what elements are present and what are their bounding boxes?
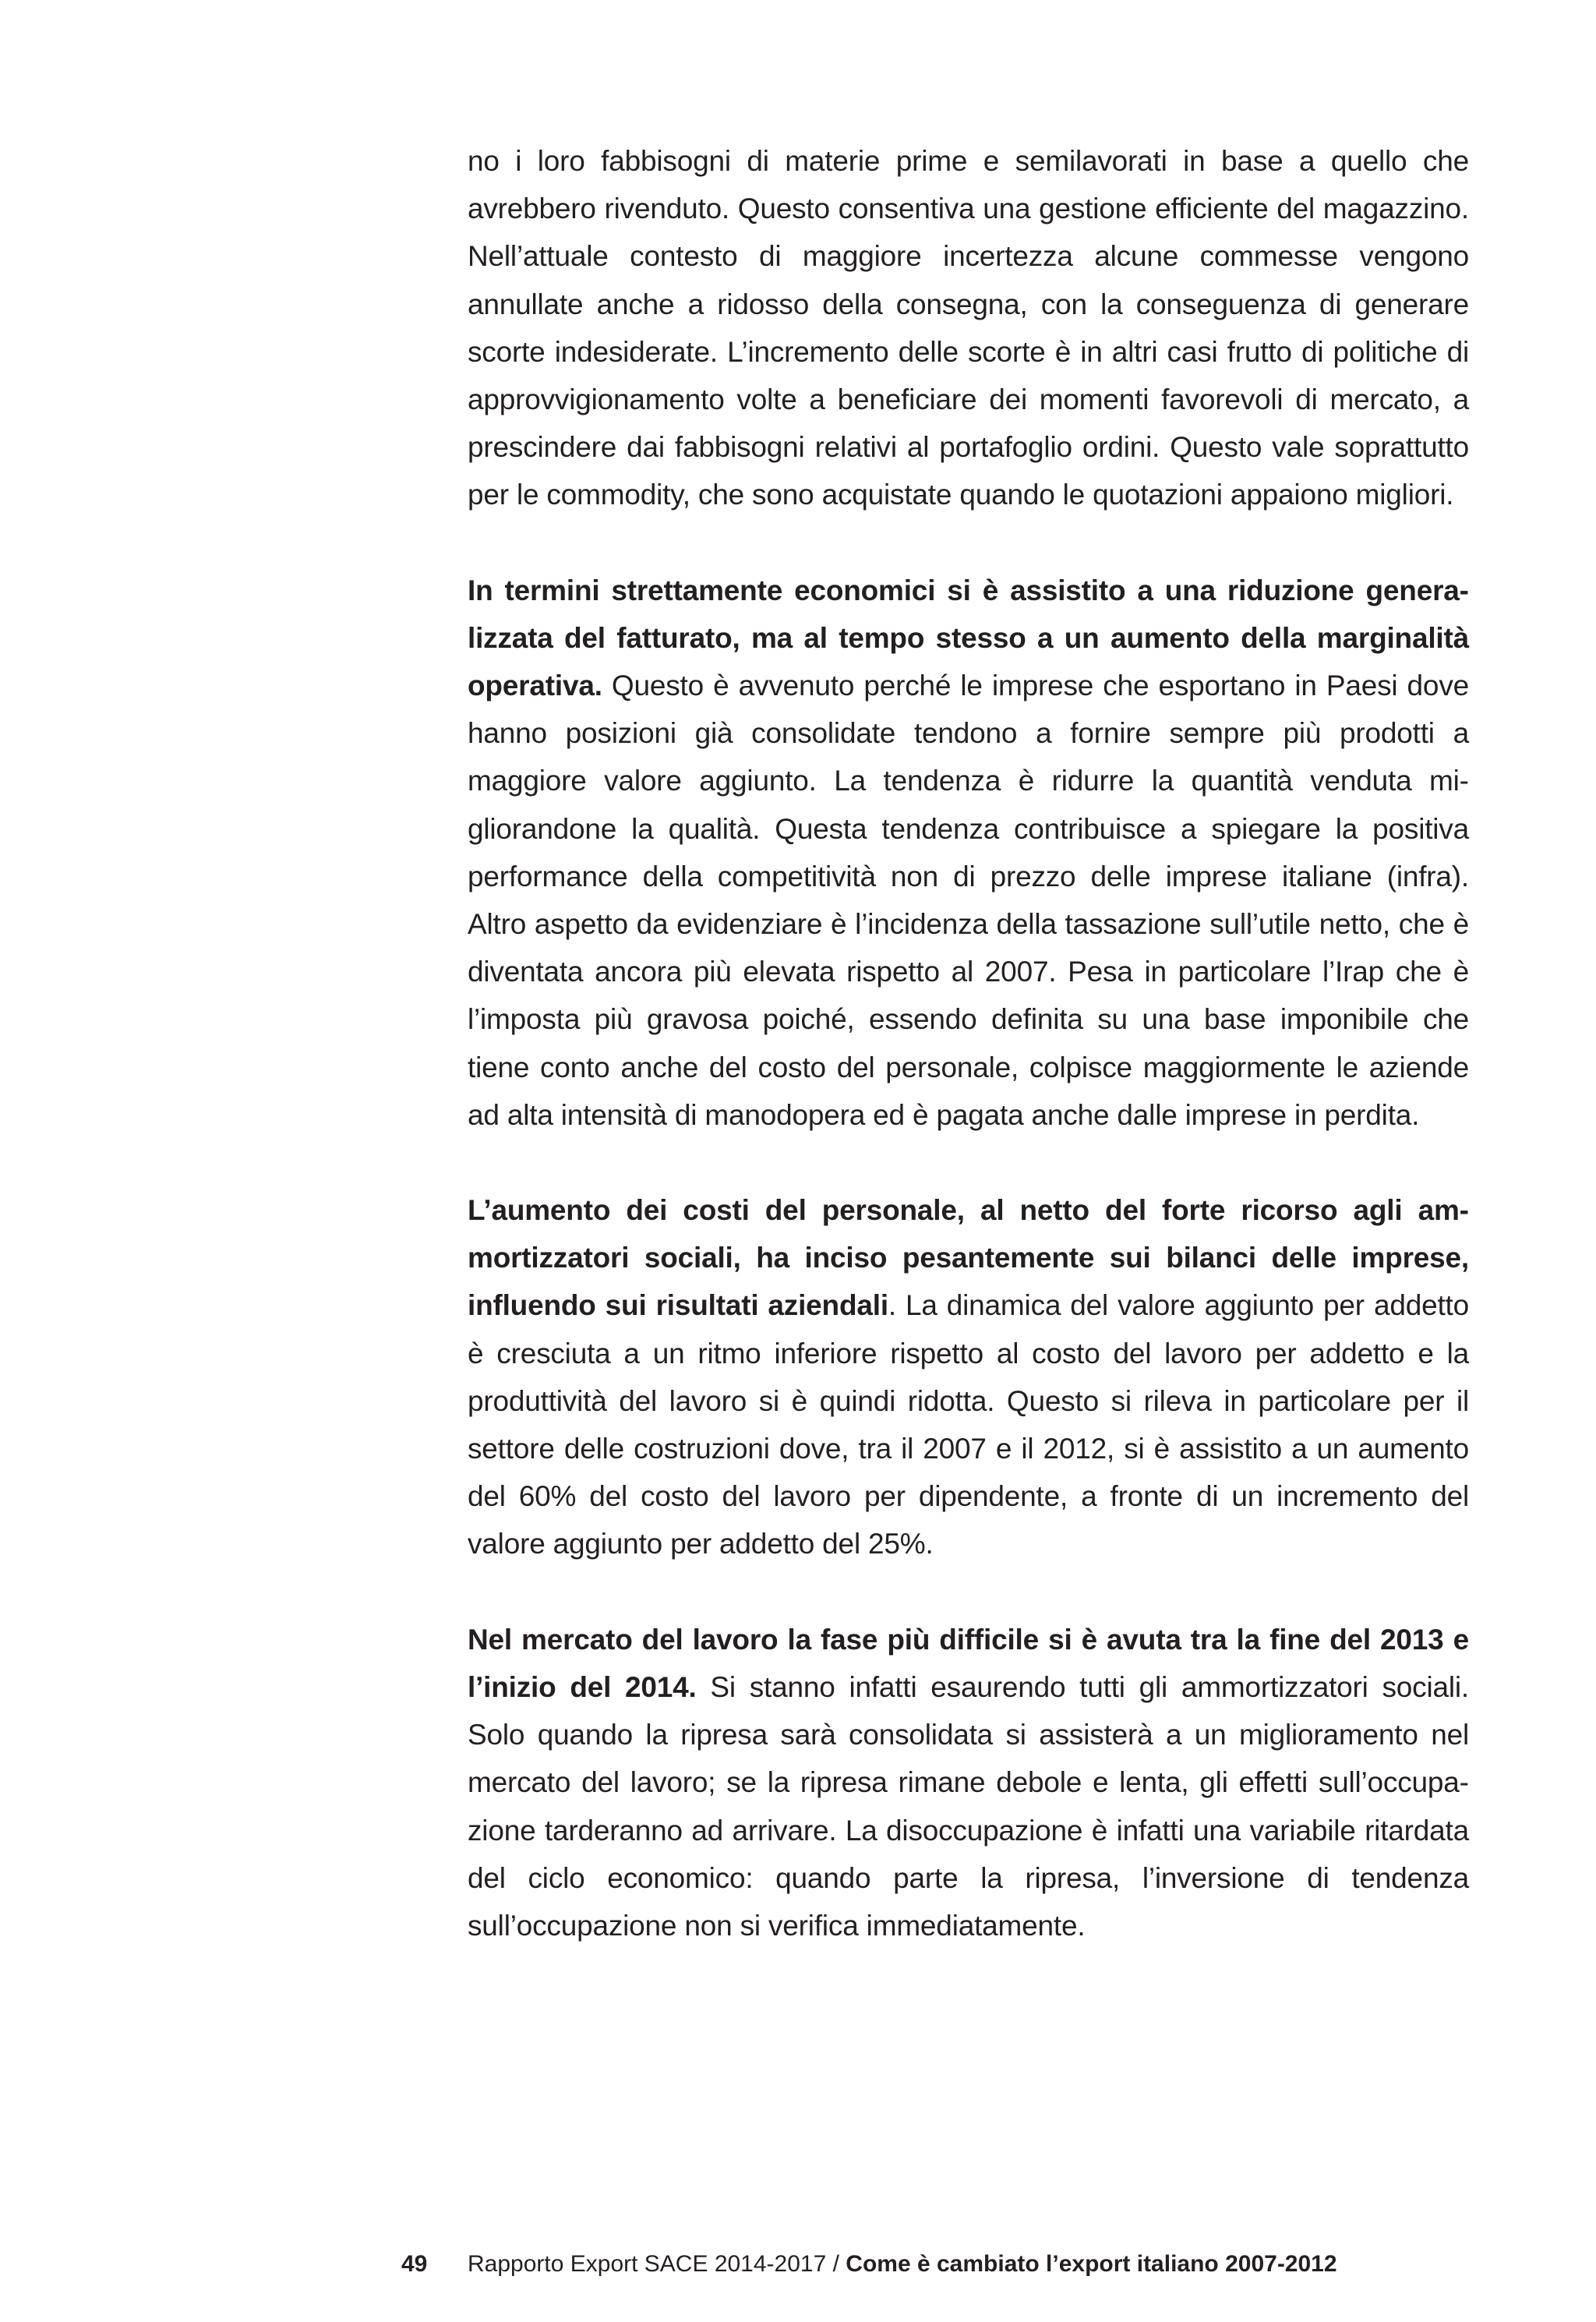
- paragraph-3: [468, 1186, 1469, 1568]
- paragraph-4-text: Si stanno infatti esaurendo tutti gli ammortizzatori sociali. Solo quando la ripresa sarà consolidata si assisterà a un miglioramento nel mercato del lavoro; se la ripresa rimane debole e lenta, gli effetti sull’occupazione tarderanno ad arrivare. La disoccupazione è infatti una variabile ritardata del ciclo economico: quando parte la ripresa, l’inversione di tendenza sull’occupazione non si verifica immediatamente.: [468, 1670, 1469, 1942]
- paragraph-1-text: no i loro fabbisogni di materie prime e semilavorati in base a quello che avrebbero rivenduto. Questo consentiva una gestione efficiente del magazzino. Nell’attuale contesto di maggiore incertezza alcune commesse vengono annullate anche a ridosso della consegna, con la conseguenza di generare scorte indesiderate. L’incremento delle scorte è in altri casi frutto di politiche di approvvigionamento volte a beneficiare dei momenti favorevoli di mercato, a prescindere dai fabbisogni relativi al portafoglio ordini. Questo vale soprattutto per le commodity, che sono acquistate quando le quotazioni appaiono migliori.: [468, 145, 1469, 511]
- page-number: 49: [401, 2251, 428, 2277]
- paragraph-4-lead: Nel mercato del lavoro la fase più difficile si è avuta tra la fine del 2013 e l’inizio del 2014.: [468, 1623, 1469, 1703]
- footer-report-title: Rapporto Export SACE 2014-2017 /: [468, 2251, 846, 2277]
- footer-section-title: Come è cambiato l’export italiano 2007-2012: [846, 2251, 1337, 2277]
- paragraph-2-lead: In termini strettamente economici si è assistito a una riduzione generalizzata del fatturato, ma al tempo stesso a un aumento della marginalità operativa.: [468, 574, 1469, 702]
- paragraph-1: [468, 137, 1469, 519]
- paragraph-4: [468, 1616, 1469, 1949]
- page-footer: [401, 2245, 1492, 2284]
- paragraph-3-text: . La dinamica del valore aggiunto per addetto è cresciuta a un ritmo inferiore rispetto al costo del lavoro per addetto e la produttività del lavoro si è quindi ridotta. Questo si rileva in particolare per il settore delle costruzioni dove, tra il 2007 e il 2012, si è assistito a un aumento del 60% del costo del lavoro per dipendente, a fronte di un incremento del valore aggiunto per addetto del 25%.: [468, 1289, 1469, 1560]
- body-text: [468, 137, 1469, 1997]
- paragraph-2: [468, 567, 1469, 1139]
- paragraph-2-text: Questo è avvenuto perché le imprese che esportano in Paesi dove hanno posizioni già consolidate tendono a fornire sempre più prodotti a maggiore valore aggiunto. La tendenza è ridurre la quantità venduta migliorandone la qualità. Questa tendenza contribuisce a spiegare la positiva performance della competitività non di prezzo delle imprese italiane (infra). Altro aspetto da evidenziare è l’incidenza della tassazione sull’utile netto, che è diventata ancora più elevata rispetto al 2007. Pesa in particolare l’Irap che è l’imposta più gravosa poiché, essendo definita su una base imponibile che tiene conto anche del costo del personale, colpisce maggiormente le aziende ad alta intensità di manodopera ed è pagata anche dalle imprese in perdita.: [468, 670, 1469, 1131]
- paragraph-3-lead: L’aumento dei costi del personale, al netto del forte ricorso agli ammortizzatori sociali, ha inciso pesantemente sui bilanci delle imprese, influendo sui risultati aziendali: [468, 1194, 1469, 1322]
